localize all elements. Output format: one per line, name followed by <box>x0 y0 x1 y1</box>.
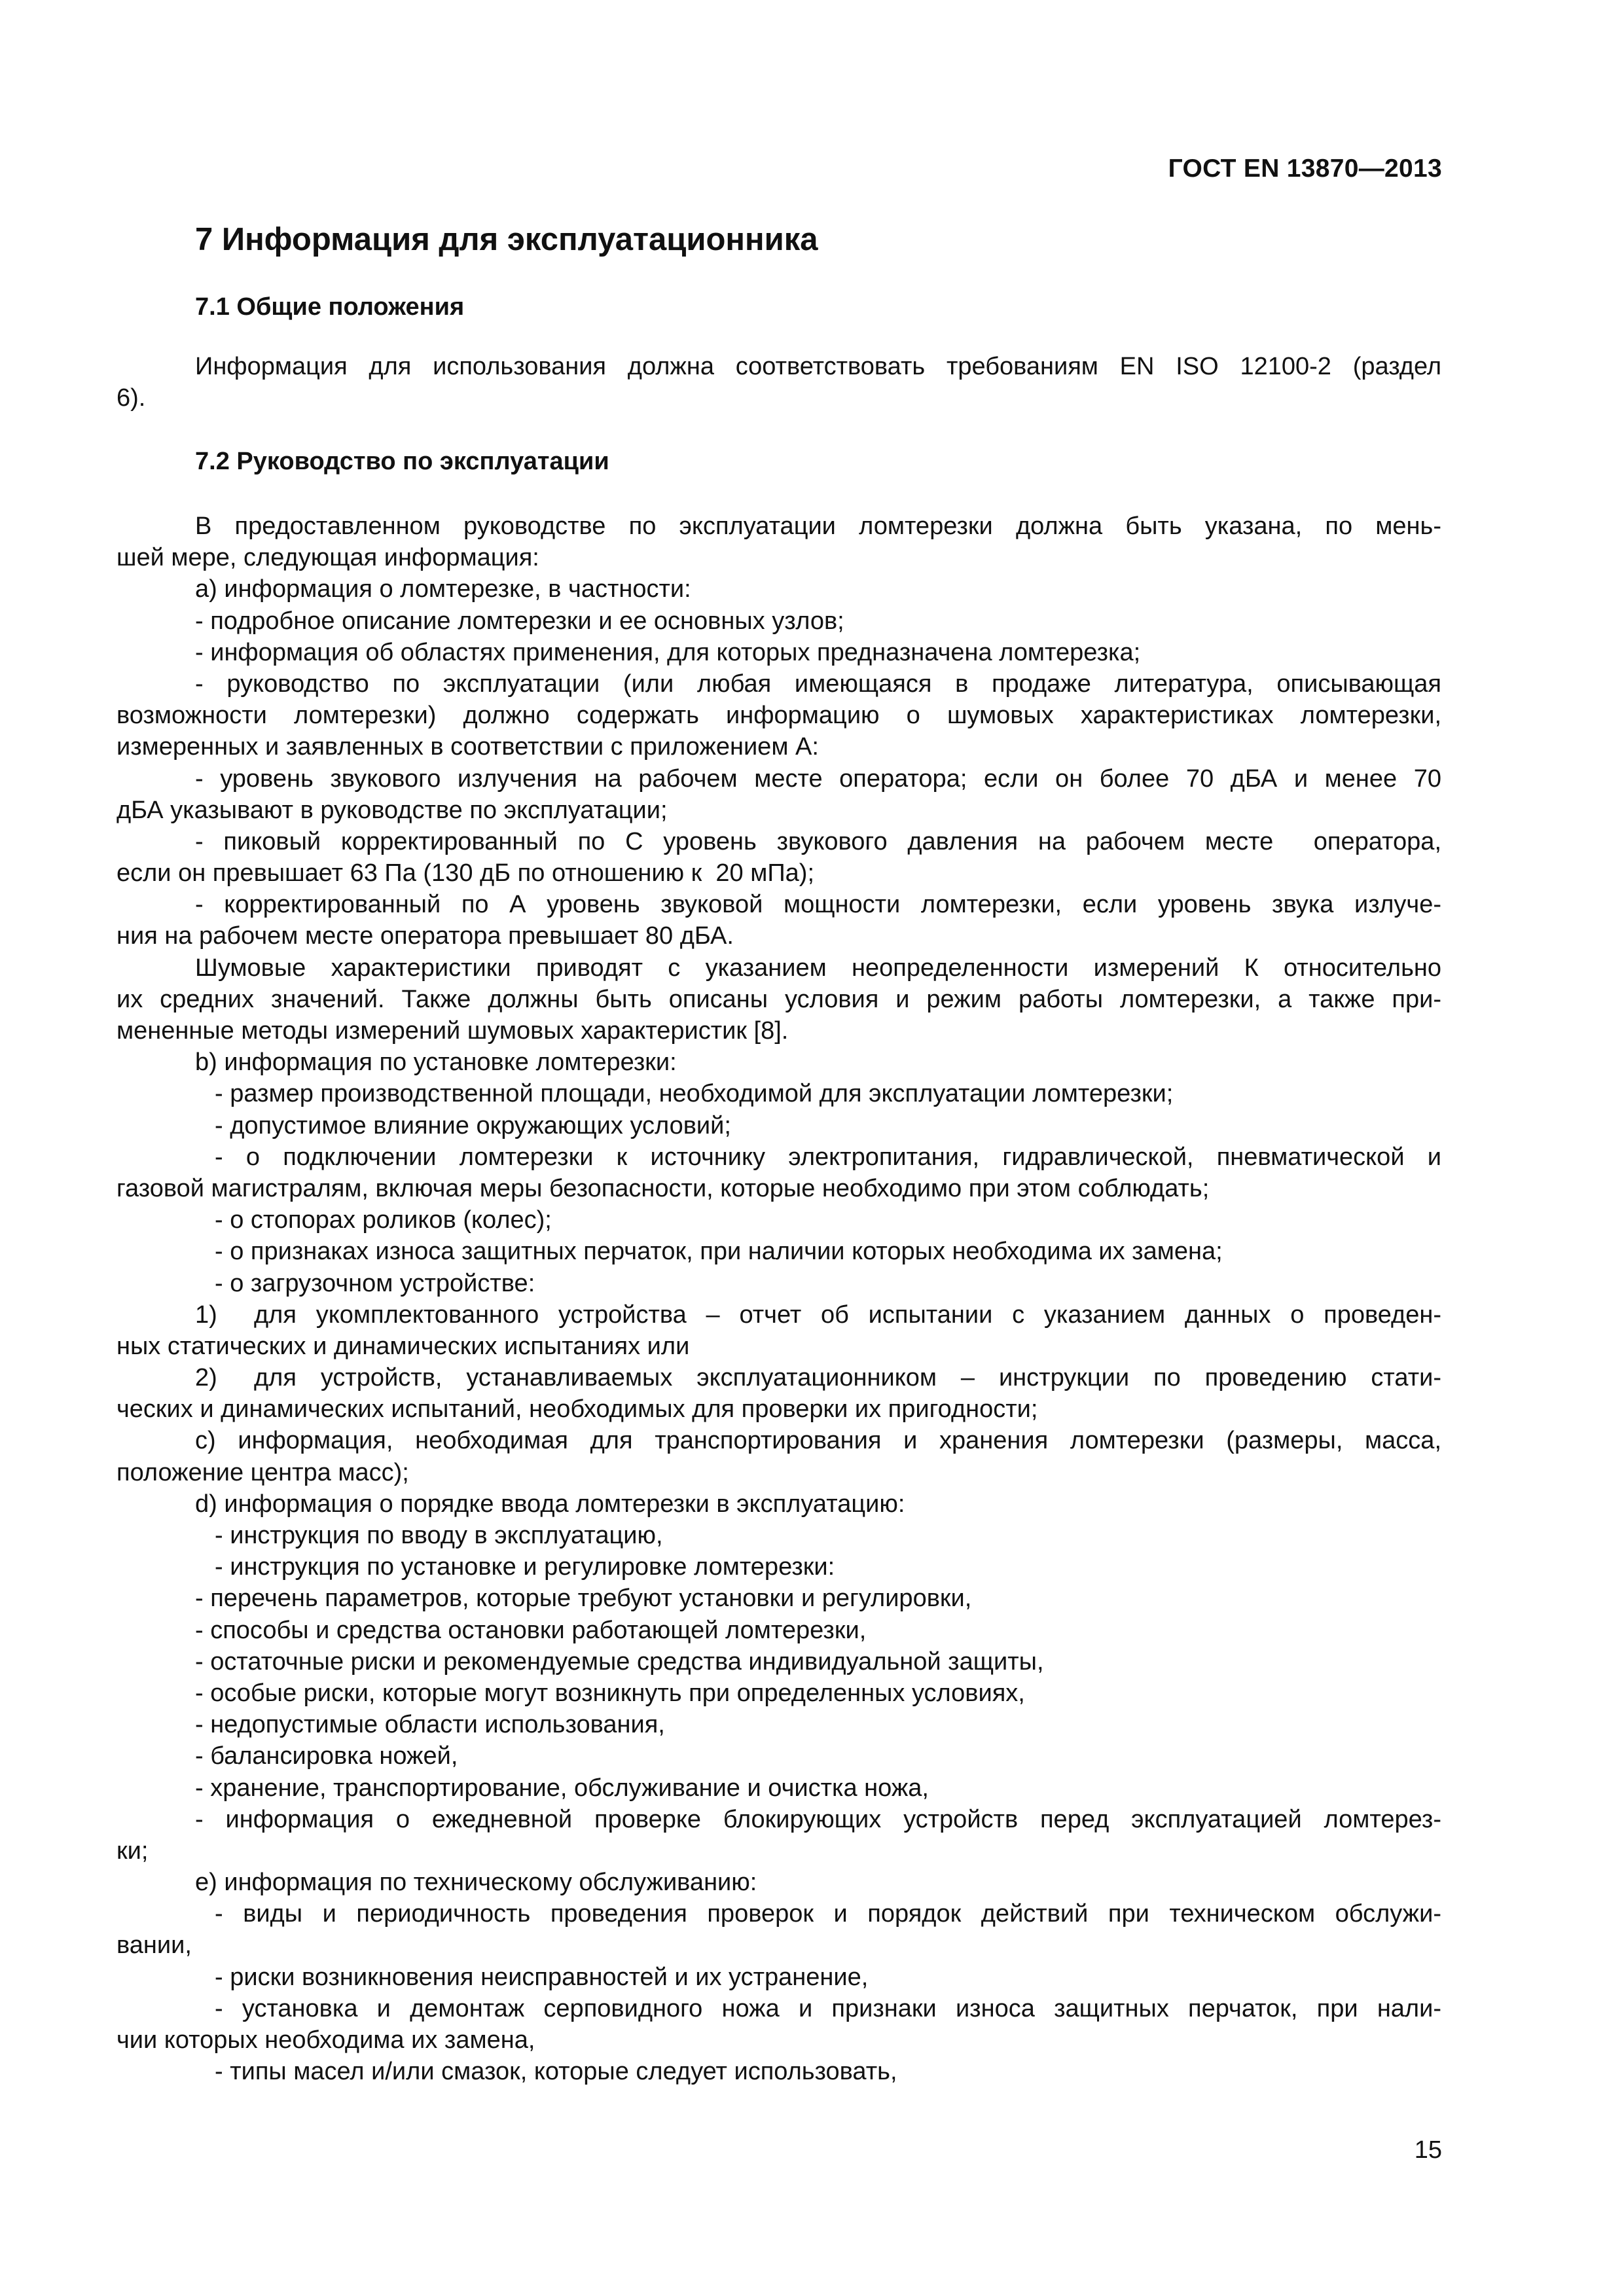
list-item: - виды и периодичность проведения проверок и порядок действий при техническом обслужи- <box>215 1900 1441 1928</box>
list-item: а) информация о ломтерезке, в частности: <box>195 575 691 603</box>
subsection-title-7-1: 7.1 Общие положения <box>195 293 465 321</box>
list-item: с) информация, необходимая для транспортирования и хранения ломтерезки (размеры, масса, <box>195 1427 1441 1455</box>
list-item: - балансировка ножей, <box>195 1742 458 1770</box>
list-item: - особые риски, которые могут возникнуть при определенных условиях, <box>195 1679 1025 1707</box>
list-item: - инструкция по установке и регулировке ломтерезки: <box>215 1553 835 1581</box>
page-number: 15 <box>1414 2136 1442 2164</box>
text-line: возможности ломтерезки) должно содержать информацию о шумовых характеристиках ломтерезки, <box>117 702 1441 730</box>
list-item: - о признаках износа защитных перчаток, при наличии которых необходима их замена; <box>215 1238 1223 1266</box>
text-line: ных статических и динамических испытаниях или <box>117 1332 690 1360</box>
list-item: - руководство по эксплуатации (или любая имеющаяся в продаже литература, описывающая <box>195 670 1441 698</box>
section-title: 7 Информация для эксплуатационника <box>195 222 818 257</box>
text-line: измеренных и заявленных в соответствии с приложением А: <box>117 733 819 761</box>
list-item: - о загрузочном устройстве: <box>215 1269 535 1297</box>
list-item: - уровень звукового излучения на рабочем месте оператора; если он более 70 дБА и менее 70 <box>195 764 1441 793</box>
text-line: положение центра масс); <box>117 1458 409 1486</box>
item-number: 2) <box>195 1364 217 1392</box>
text-line: газовой магистралям, включая меры безопасности, которые необходимо при этом соблюдать; <box>117 1174 1210 1202</box>
text-line: дБА указывают в руководстве по эксплуатации; <box>117 796 668 824</box>
list-item: - о стопорах роликов (колес); <box>215 1206 552 1234</box>
text-line: шей мере, следующая информация: <box>117 544 539 572</box>
list-item: - допустимое влияние окружающих условий; <box>215 1111 731 1139</box>
text-line: вании, <box>117 1931 192 1960</box>
list-item: - размер производственной площади, необходимой для эксплуатации ломтерезки; <box>215 1080 1174 1108</box>
item-number: 1) <box>195 1300 217 1329</box>
list-item: - остаточные риски и рекомендуемые средства индивидуальной защиты, <box>195 1647 1044 1676</box>
item-text: для устройств, устанавливаемых эксплуатационником – инструкции по проведению стати- <box>254 1364 1441 1392</box>
text-line: 6). <box>117 384 146 412</box>
text-line: мененные методы измерений шумовых характеристик [8]. <box>117 1017 789 1045</box>
text-line: Шумовые характеристики приводят с указанием неопределенности измерений К относительно <box>195 954 1441 982</box>
list-item: - риски возникновения неисправностей и их устранение, <box>215 1963 869 1991</box>
text-line: ния на рабочем месте оператора превышает 80 дБА. <box>117 922 734 950</box>
list-item: - информация о ежедневной проверке блокирующих устройств перед эксплуатацией ломтерез- <box>195 1805 1441 1833</box>
text-line: чии которых необходима их замена, <box>117 2026 535 2054</box>
text-line: ческих и динамических испытаний, необходимых для проверки их пригодности; <box>117 1395 1038 1424</box>
text-line: ки; <box>117 1837 149 1865</box>
item-text: для укомплектованного устройства – отчет об испытании с указанием данных о проведен- <box>254 1300 1441 1329</box>
list-item: - хранение, транспортирование, обслуживание и очистка ножа, <box>195 1774 929 1802</box>
list-item: - типы масел и/или смазок, которые следует использовать, <box>215 2058 897 2086</box>
subsection-title-7-2: 7.2 Руководство по эксплуатации <box>195 448 609 475</box>
numbered-item <box>117 1299 1441 1331</box>
paragraph-7-1 <box>117 351 1441 414</box>
numbered-item <box>117 1362 1441 1393</box>
document-code: ГОСТ EN 13870—2013 <box>1168 154 1442 183</box>
text-line: В предоставленном руководстве по эксплуатации ломтерезки должна быть указана, по мень- <box>195 512 1441 540</box>
list-item: - информация об областях применения, для которых предназначена ломтерезка; <box>195 638 1141 666</box>
list-item: - недопустимые области использования, <box>195 1711 665 1739</box>
list-item: - подробное описание ломтерезки и ее основных узлов; <box>195 607 844 635</box>
list-item: d) информация о порядке ввода ломтерезки в эксплуатацию: <box>195 1490 905 1518</box>
list-item: - способы и средства остановки работающей ломтерезки, <box>195 1616 867 1644</box>
list-item: е) информация по техническому обслуживанию: <box>195 1869 757 1897</box>
list-item: - о подключении ломтерезки к источнику электропитания, гидравлической, пневматической и <box>215 1143 1441 1171</box>
list-item: - пиковый корректированный по С уровень звукового давления на рабочем месте оператора, <box>195 827 1441 855</box>
text-line: если он превышает 63 Па (130 дБ по отношению к 20 мПа); <box>117 859 815 888</box>
list-item: - инструкция по вводу в эксплуатацию, <box>215 1522 663 1549</box>
list-item: - корректированный по А уровень звуковой мощности ломтерезки, если уровень звука излуче- <box>195 891 1441 919</box>
body-text <box>117 511 1441 2087</box>
list-item: b) информация по установке ломтерезки: <box>195 1049 677 1077</box>
text-line: их средних значений. Также должны быть описаны условия и режим работы ломтерезки, а также при- <box>117 985 1441 1013</box>
text-line: Информация для использования должна соответствовать требованиям EN ISO 12100-2 (раздел <box>195 353 1441 380</box>
list-item: - перечень параметров, которые требуют установки и регулировки, <box>195 1585 972 1613</box>
list-item: - установка и демонтаж серповидного ножа и признаки износа защитных перчаток, при нали- <box>215 1994 1441 2022</box>
